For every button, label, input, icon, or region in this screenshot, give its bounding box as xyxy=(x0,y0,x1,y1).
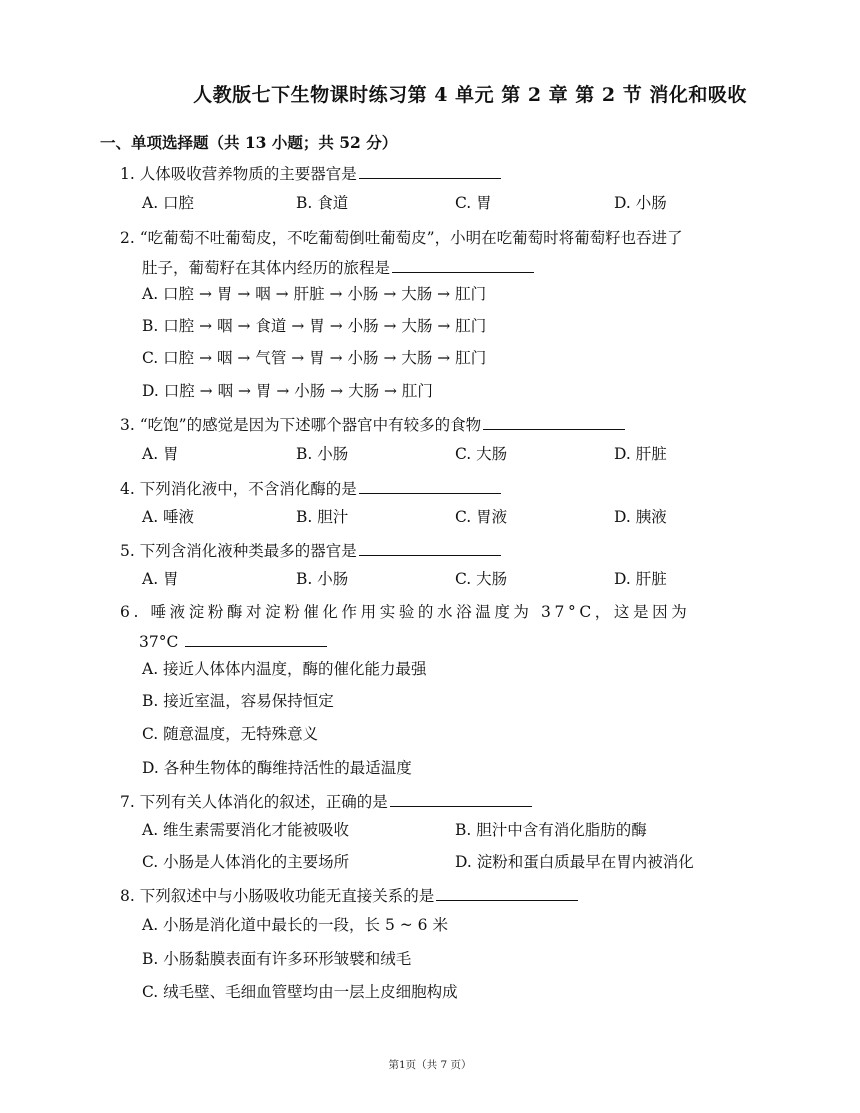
question-5 xyxy=(120,539,501,562)
option-c: C. 胃 xyxy=(455,194,492,212)
section-heading: 一、单项选择题（共 13 小题；共 52 分） xyxy=(100,133,398,152)
option-a: A. 唾液 xyxy=(142,508,195,526)
question-text: 唾液淀粉酶对淀粉催化作用实验的水浴温度为 37°C，这是因为 xyxy=(150,603,691,621)
question-text: 下列有关人体消化的叙述，正确的是 xyxy=(139,793,388,811)
answer-blank xyxy=(359,477,501,494)
option-c: C. 胃液 xyxy=(455,508,508,526)
question-text: 下列含消化液种类最多的器官是 xyxy=(139,542,357,560)
question-6-continued xyxy=(139,630,327,653)
answer-blank xyxy=(359,539,501,556)
question-text: 下列叙述中与小肠吸收功能无直接关系的是 xyxy=(139,887,435,905)
question-number: 5. xyxy=(120,542,135,560)
question-2-continued xyxy=(142,256,534,279)
option-c: C. 大肠 xyxy=(455,570,508,588)
option-d: D. 各种生物体的酶维持活性的最适温度 xyxy=(142,759,412,777)
question-text-cont: 肚子，葡萄籽在其体内经历的旅程是 xyxy=(142,259,391,277)
option-b: B. 小肠 xyxy=(296,570,349,588)
option-a: A. 小肠是消化道中最长的一段，长 5 ~ 6 米 xyxy=(142,916,448,934)
question-text: 人体吸收营养物质的主要器官是 xyxy=(139,165,357,183)
question-text: “吃饱”的感觉是因为下述哪个器官中有较多的食物 xyxy=(139,416,482,434)
answer-blank xyxy=(359,162,501,179)
option-a: A. 接近人体体内温度，酶的催化能力最强 xyxy=(142,660,427,678)
option-a: A. 胃 xyxy=(142,570,179,588)
question-6 xyxy=(120,601,690,623)
question-number: 8. xyxy=(120,887,135,905)
question-number: 2. xyxy=(120,229,135,247)
question-text-cont: 37°C xyxy=(139,633,179,651)
option-b: B. 小肠黏膜表面有许多环形皱襞和绒毛 xyxy=(142,950,412,968)
question-number: 4. xyxy=(120,480,135,498)
option-a: A. 维生素需要消化才能被吸收 xyxy=(142,821,350,839)
question-number: 1. xyxy=(120,165,135,183)
option-a: A. 口腔 xyxy=(142,194,195,212)
option-c: C. 口腔 → 咽 → 气管 → 胃 → 小肠 → 大肠 → 肛门 xyxy=(142,349,487,367)
option-d: D. 口腔 → 咽 → 胃 → 小肠 → 大肠 → 肛门 xyxy=(142,382,433,400)
option-d: D. 肝脏 xyxy=(614,445,667,463)
question-text: “吃葡萄不吐葡萄皮，不吃葡萄倒吐葡萄皮”，小明在吃葡萄时将葡萄籽也吞进了 xyxy=(139,229,683,247)
page-footer: 第1页（共 7 页） xyxy=(388,1059,472,1071)
option-a: A. 口腔 → 胃 → 咽 → 肝脏 → 小肠 → 大肠 → 肛门 xyxy=(142,285,487,303)
option-b: B. 胆汁 xyxy=(296,508,349,526)
question-4 xyxy=(120,477,501,500)
answer-blank xyxy=(185,630,327,647)
question-1 xyxy=(120,162,501,185)
option-d: D. 肝脏 xyxy=(614,570,667,588)
answer-blank xyxy=(483,413,625,430)
answer-blank xyxy=(436,884,578,901)
answer-blank xyxy=(392,256,534,273)
question-3 xyxy=(120,413,625,436)
option-d: D. 淀粉和蛋白质最早在胃内被消化 xyxy=(455,853,694,871)
page-title: 人教版七下生物课时练习第 4 单元 第 2 章 第 2 节 消化和吸收 xyxy=(193,84,747,106)
question-2 xyxy=(120,227,683,249)
option-d: D. 胰液 xyxy=(614,508,667,526)
question-8 xyxy=(120,884,578,907)
question-number: 3. xyxy=(120,416,135,434)
option-c: C. 绒毛壁、毛细血管壁均由一层上皮细胞构成 xyxy=(142,983,458,1001)
option-c: C. 大肠 xyxy=(455,445,508,463)
option-b: B. 食道 xyxy=(296,194,349,212)
question-number: 7. xyxy=(120,793,135,811)
option-c: C. 小肠是人体消化的主要场所 xyxy=(142,853,350,871)
answer-blank xyxy=(390,790,532,807)
question-number: 6. xyxy=(120,603,142,621)
option-b: B. 小肠 xyxy=(296,445,349,463)
question-7 xyxy=(120,790,532,813)
question-text: 下列消化液中，不含消化酶的是 xyxy=(139,480,357,498)
option-b: B. 接近室温，容易保持恒定 xyxy=(142,692,334,710)
option-b: B. 胆汁中含有消化脂肪的酶 xyxy=(455,821,647,839)
option-b: B. 口腔 → 咽 → 食道 → 胃 → 小肠 → 大肠 → 肛门 xyxy=(142,317,487,335)
option-c: C. 随意温度，无特殊意义 xyxy=(142,725,319,743)
option-d: D. 小肠 xyxy=(614,194,667,212)
option-a: A. 胃 xyxy=(142,445,179,463)
